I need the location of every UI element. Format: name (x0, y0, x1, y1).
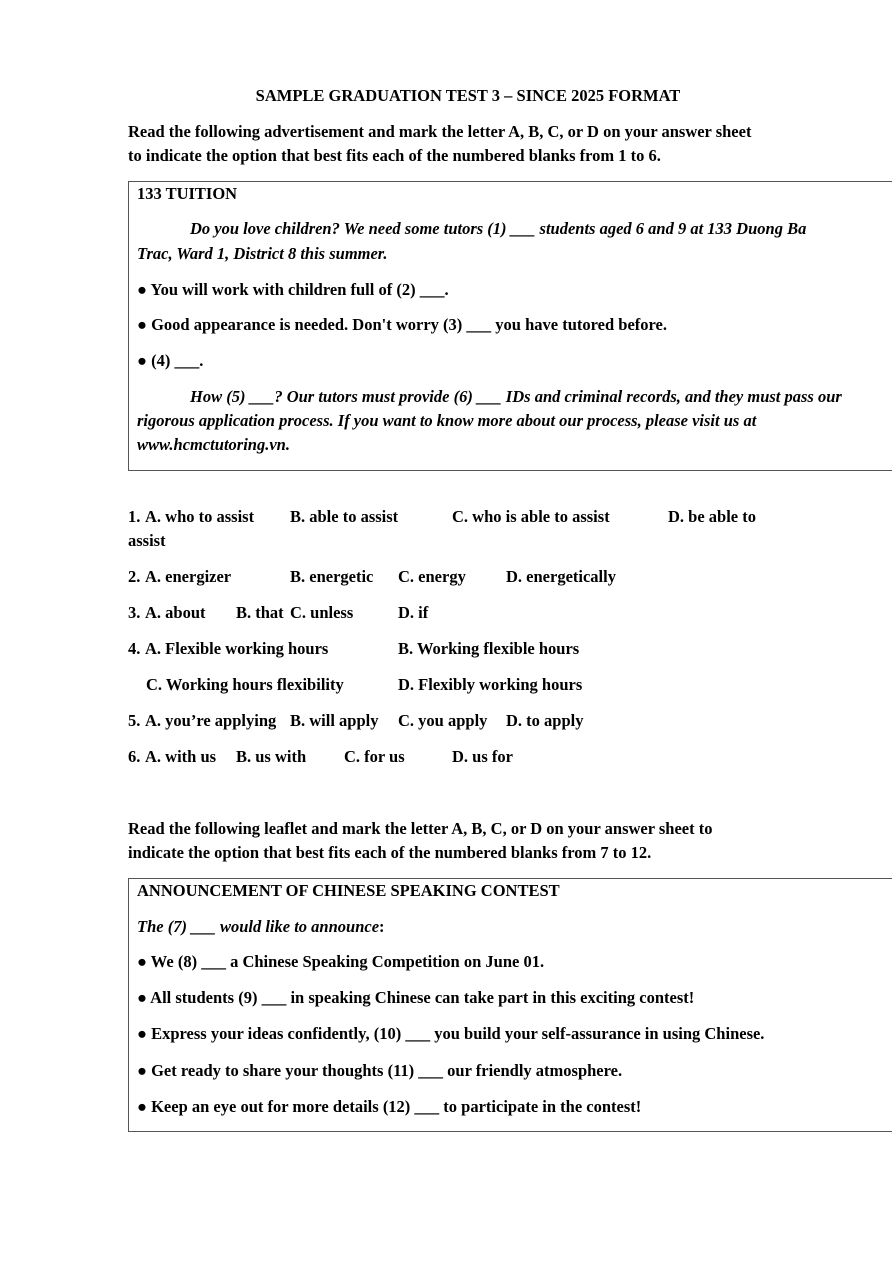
option-b: B. Working flexible hours (398, 639, 580, 658)
option-c: C. you apply (398, 711, 488, 730)
ad-heading: 133 TUITION (137, 184, 238, 203)
ad-intro-line: Trac, Ward 1, District 8 this summer. (137, 244, 388, 263)
option-b: B. us with (236, 747, 307, 766)
option-d: D. us for (452, 747, 513, 766)
option-a: A. who to assist (145, 507, 255, 526)
option-c: C. who is able to assist (452, 507, 610, 526)
question-number: 3. (128, 603, 141, 622)
question-number: 4. (128, 639, 141, 658)
instruction-line: Read the following leaflet and mark the letter A, B, C, or D on your answer sheet to (128, 819, 713, 838)
leaflet-heading: ANNOUNCEMENT OF CHINESE SPEAKING CONTEST (137, 881, 560, 900)
option-d: D. if (398, 603, 429, 622)
leaflet-intro-text: The (7) ___ would like to announce (137, 917, 380, 936)
ad-bullet: ● You will work with children full of (2) ___. (137, 280, 449, 299)
option-b: B. able to assist (290, 507, 399, 526)
advertisement-box (128, 181, 892, 471)
question-number: 1. (128, 507, 141, 526)
option-c: C. for us (344, 747, 405, 766)
leaflet-bullet: ● Get ready to share your thoughts (11) ___ our friendly atmosphere. (137, 1061, 623, 1080)
instruction-line: to indicate the option that best fits each of the numbered blanks from 1 to 6. (128, 146, 661, 165)
instruction-line: indicate the option that best fits each of the numbered blanks from 7 to 12. (128, 843, 652, 862)
option-b: B. that (236, 603, 284, 622)
leaflet-box (128, 878, 892, 1132)
leaflet-bullet: ● All students (9) ___ in speaking Chinese can take part in this exciting contest! (137, 988, 695, 1007)
option-a: A. Flexible working hours (145, 639, 329, 658)
instruction-section-2 (128, 817, 828, 865)
ad-closing-line: www.hcmctutoring.vn. (137, 435, 290, 454)
ad-closing-line: rigorous application process. If you want to know more about our process, please visit us at (137, 411, 757, 430)
instruction-line: Read the following advertisement and mark the letter A, B, C, or D on your answer sheet (128, 122, 752, 141)
option-d: D. be able to (668, 507, 756, 526)
option-a: A. about (145, 603, 206, 622)
question-number: 6. (128, 747, 141, 766)
option-b: B. will apply (290, 711, 379, 730)
option-d: D. to apply (506, 711, 584, 730)
option-a: A. with us (145, 747, 217, 766)
option-c: C. energy (398, 567, 466, 586)
ad-bullet: ● (4) ___. (137, 351, 204, 370)
question-number: 5. (128, 711, 141, 730)
ad-intro-line: Do you love children? We need some tutors (1) ___ students aged 6 and 9 at 133 Duong Ba (190, 219, 807, 238)
leaflet-bullet: ● Keep an eye out for more details (12) ___ to participate in the contest! (137, 1097, 642, 1116)
option-c: C. unless (290, 603, 354, 622)
instruction-section-1 (128, 120, 828, 168)
leaflet-bullet: ● We (8) ___ a Chinese Speaking Competition on June 01. (137, 952, 545, 971)
leaflet-intro (137, 917, 385, 937)
question-number: 2. (128, 567, 141, 586)
option-d: D. energetically (506, 567, 616, 586)
ad-bullet: ● Good appearance is needed. Don't worry (3) ___ you have tutored before. (137, 315, 667, 334)
leaflet-intro-colon: : (379, 917, 385, 936)
option-c: C. Working hours flexibility (146, 675, 344, 694)
option-a: A. energizer (145, 567, 232, 586)
leaflet-bullet: ● Express your ideas confidently, (10) ___ you build your self-assurance in using Chinese. (137, 1024, 765, 1043)
option-d-wrap: assist (128, 531, 166, 550)
option-a: A. you’re applying (145, 711, 277, 730)
page-title: SAMPLE GRADUATION TEST 3 – SINCE 2025 FORMAT (255, 86, 681, 105)
option-d: D. Flexibly working hours (398, 675, 583, 694)
ad-closing-line: How (5) ___? Our tutors must provide (6) ___ IDs and criminal records, and they must pass our (190, 387, 842, 406)
option-b: B. energetic (290, 567, 374, 586)
